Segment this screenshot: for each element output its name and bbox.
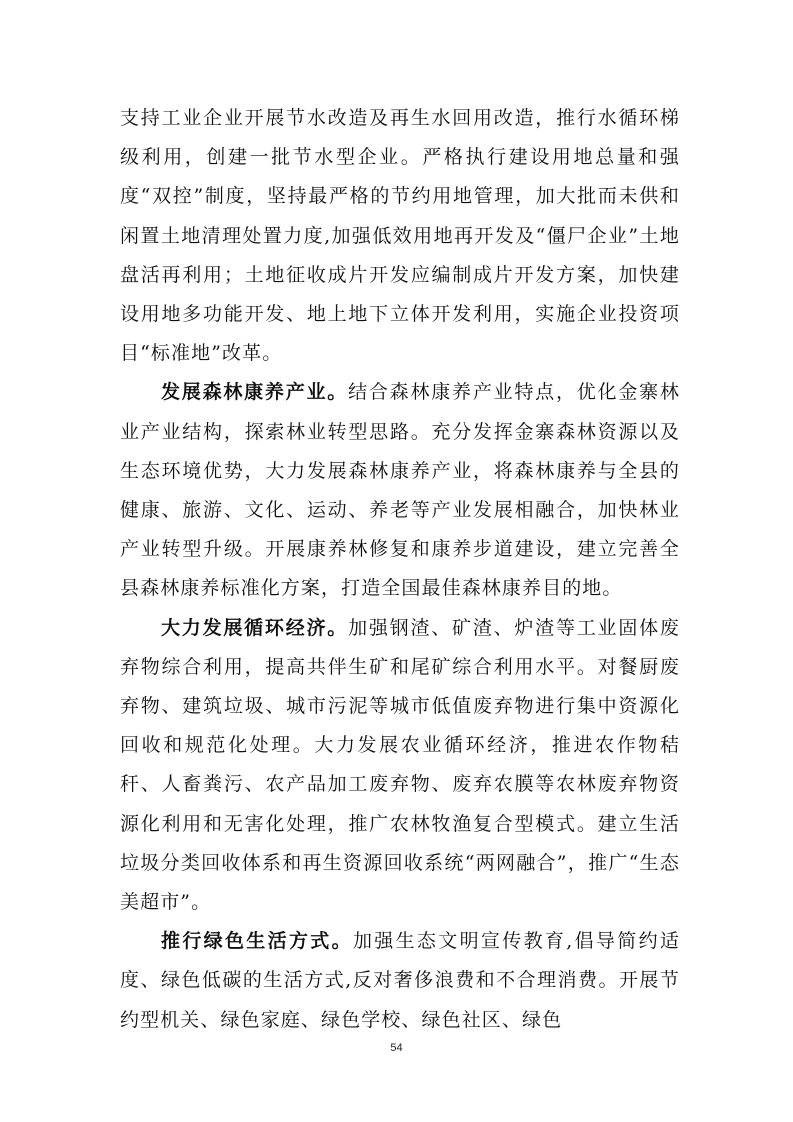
- paragraph-heading: 推行绿色生活方式。: [161, 930, 353, 953]
- paragraph-text: 结合森林康养产业特点，优化金寨林业产业结构，探索林业转型思路。充分发挥金寨森林资源以及生态环境优势，大力发展森林康养产业，将森林康养与全县的健康、旅游、文化、运动、养老等产业发展相融合，加快林业产业转型升级。开展康养林修复和康养步道建设，建立完善全县森林康养标准化方案，打造全国最佳森林康养目的地。: [120, 381, 680, 600]
- paragraph-green-lifestyle: [120, 922, 680, 1040]
- paragraph-circular-economy: [120, 609, 680, 923]
- paragraph-heading: 发展森林康养产业。: [161, 381, 349, 404]
- paragraph-water-and-land-use: [120, 99, 680, 373]
- paragraph-text: 加强生态文明宣传教育,倡导简约适度、绿色低碳的生活方式,反对奢侈浪费和不合理消费。开展节约型机关、绿色家庭、绿色学校、绿色社区、绿色: [120, 930, 681, 1031]
- paragraph-text: 支持工业企业开展节水改造及再生水回用改造，推行水循环梯级利用，创建一批节水型企业。严格执行建设用地总量和强度“双控”制度，坚持最严格的节约用地管理，加大批而未供和闲置土地清理处置力度,加强低效用地再开发及“僵尸企业”土地盘活再利用；土地征收成片开发应编制成片开发方案，加快建设用地多功能开发、地上地下立体开发利用，实施企业投资项目“标准地”改革。: [120, 107, 680, 365]
- body-text: [120, 99, 680, 1040]
- paragraph-forest-wellness-industry: [120, 373, 680, 608]
- paragraph-heading: 大力发展循环经济。: [161, 616, 349, 639]
- page-number: 54: [390, 1042, 403, 1054]
- paragraph-text: 加强钢渣、矿渣、炉渣等工业固体废弃物综合利用，提高共伴生矿和尾矿综合利用水平。对餐厨废弃物、建筑垃圾、城市污泥等城市低值废弃物进行集中资源化回收和规范化处理。大力发展农业循环经济，推进农作物秸秆、人畜粪污、农产品加工废弃物、废弃农膜等农林废弃物资源化利用和无害化处理，推广农林牧渔复合型模式。建立生活垃圾分类回收体系和再生资源回收系统“两网融合”，推广“生态美超市”。: [120, 616, 680, 914]
